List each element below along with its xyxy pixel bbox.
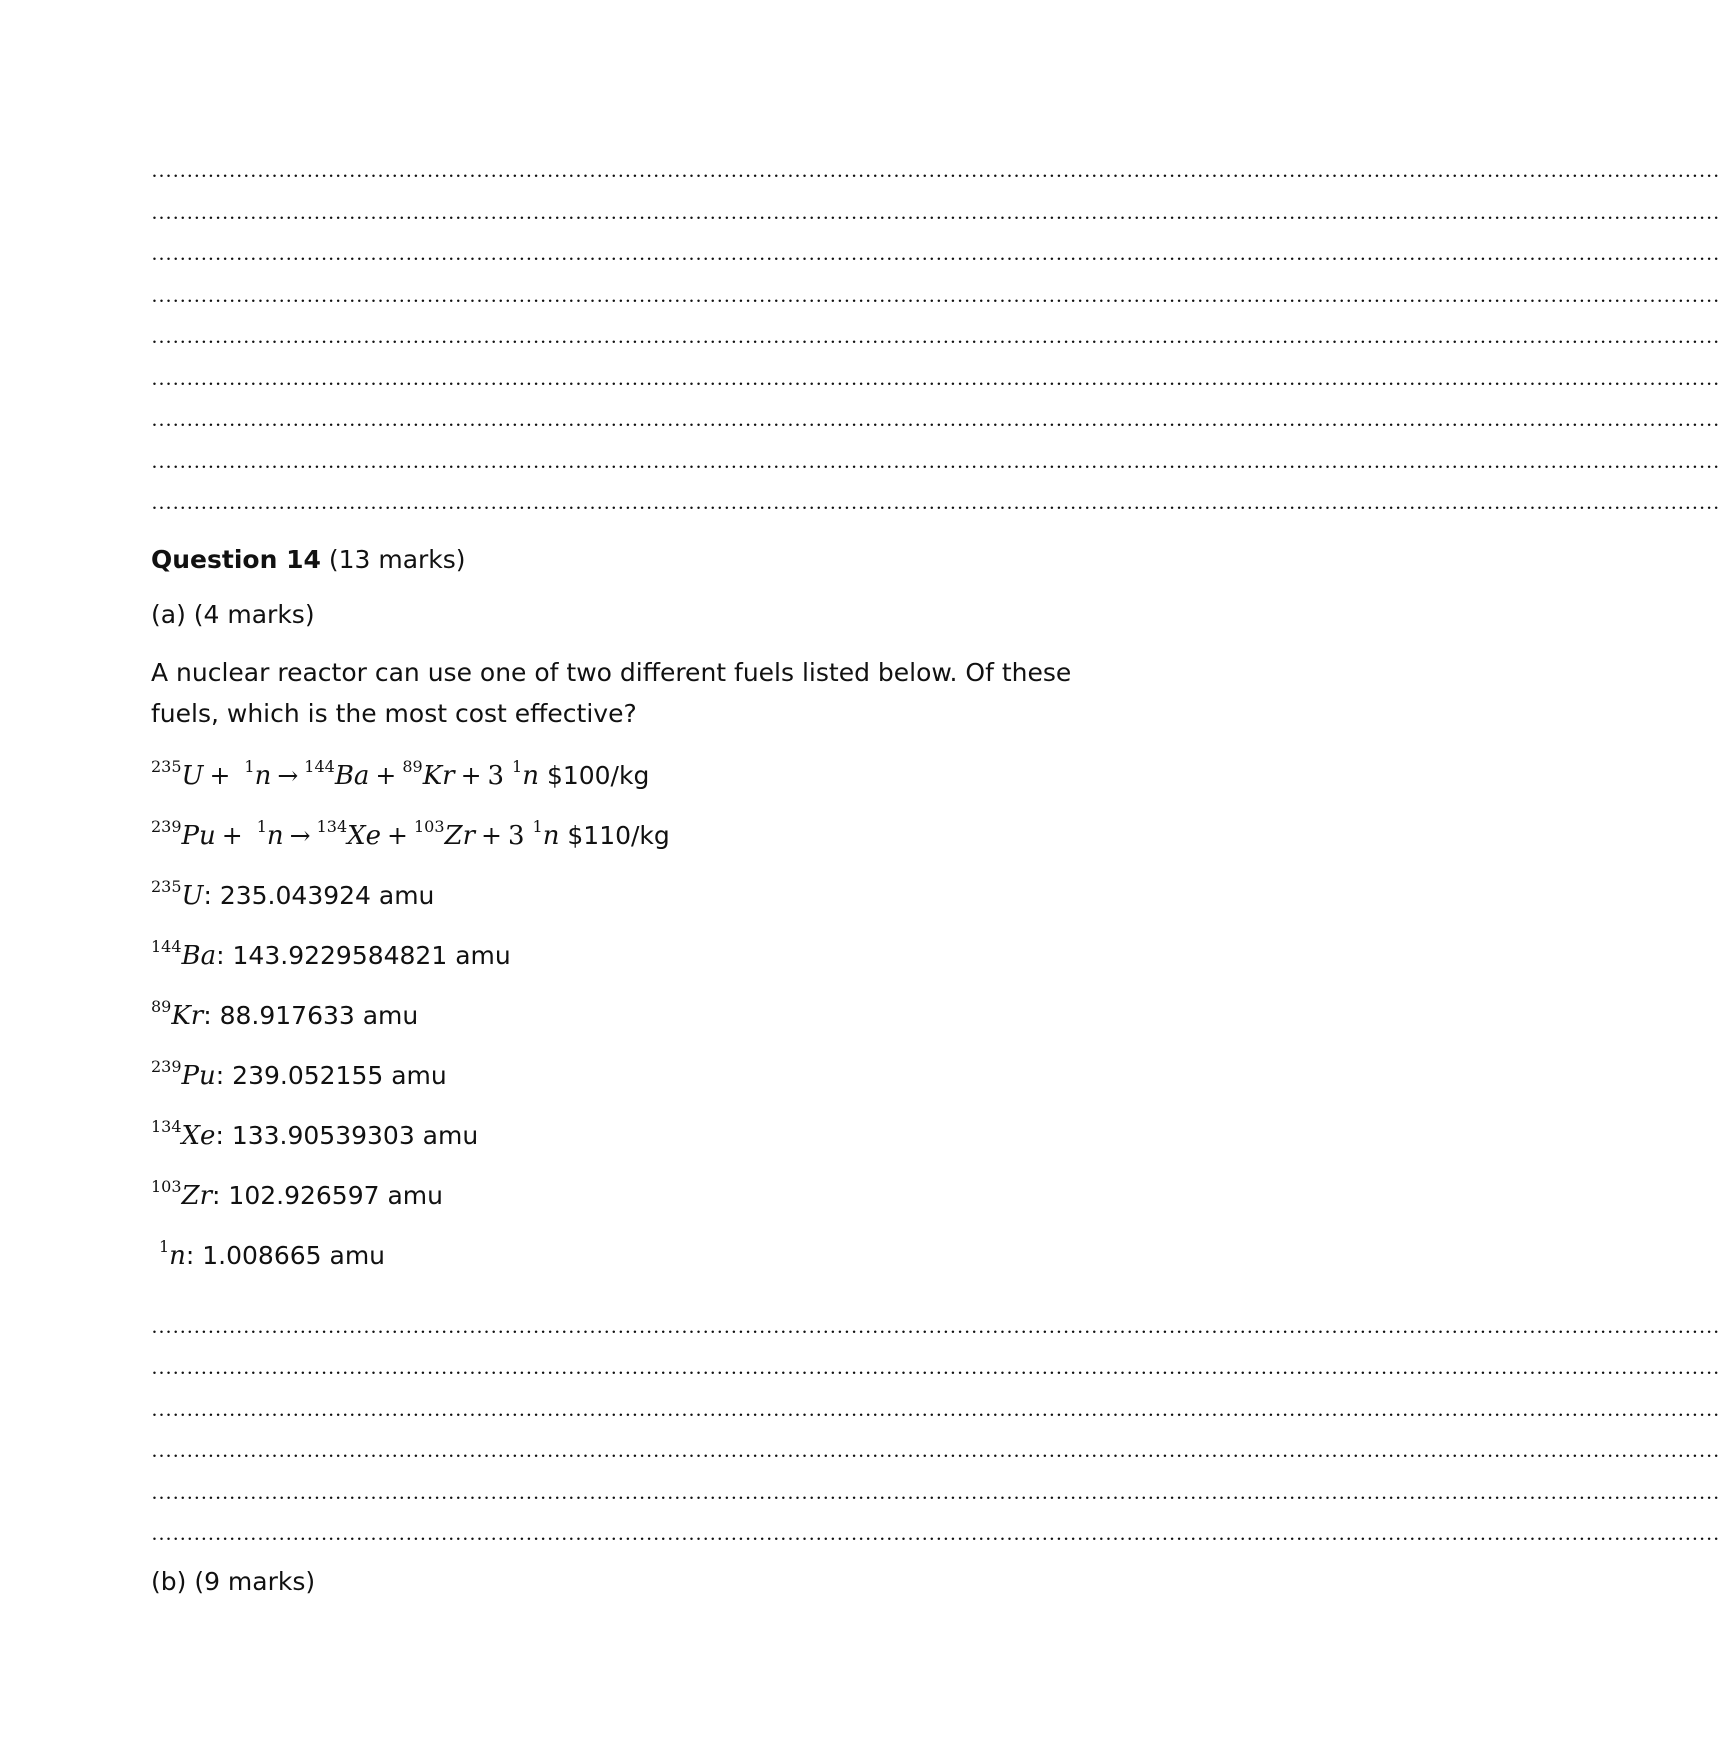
element-symbol: n [254,760,272,791]
element-symbol: Zr [444,820,476,851]
element-symbol: Xe [181,1120,216,1151]
isotope-mass-item [151,986,1091,1046]
answer-lines-top [151,150,1720,524]
isotope-mass-number: 1 [532,816,543,836]
answer-line[interactable]: …………………………………………………………………………………………………………………………………………………………………………………………………… [151,241,1720,265]
neutron-count: 3 [487,760,505,791]
isotope-mass-number: 134 [316,816,348,836]
plus-sign: + [221,820,243,850]
isotope-mass-item [151,1166,1091,1226]
arrow-icon: → [277,760,299,790]
element-symbol: n [266,820,284,851]
plus-sign: + [460,760,482,790]
question-heading [151,538,1091,582]
isotope-mass-number: 89 [402,756,423,776]
element-symbol: Zr [181,1180,213,1211]
answer-line[interactable]: …………………………………………………………………………………………………………………………………………………………………………………………………… [151,490,1720,514]
arrow-icon: → [289,820,311,850]
plus-sign: + [375,760,397,790]
element-symbol: Kr [171,1000,204,1031]
element-symbol: n [542,820,560,851]
element-symbol: n [169,1240,186,1271]
isotope-mass-number: 134 [151,1116,182,1136]
fuel-price: $110/kg [567,820,670,850]
answer-line[interactable]: …………………………………………………………………………………………………………………………………………………………………………………………………… [151,324,1720,348]
isotope-mass-value: : 239.052155 amu [215,1060,447,1090]
isotope-mass-number: 1 [512,756,523,776]
element-symbol: n [522,760,539,791]
element-symbol: Kr [422,760,455,791]
isotope-mass-item [151,1226,1091,1286]
isotope-mass-number: 1 [244,756,255,776]
plus-sign: + [481,820,502,850]
isotope-mass-item [151,1046,1091,1106]
isotope-mass-item [151,926,1091,986]
answer-line[interactable]: …………………………………………………………………………………………………………………………………………………………………………………………………… [151,158,1720,182]
answer-line[interactable]: …………………………………………………………………………………………………………………………………………………………………………………………………… [151,448,1720,473]
isotope-mass-number: 235 [151,876,182,896]
isotope-mass-item [151,866,1091,926]
element-symbol: Ba [181,940,217,971]
isotope-mass-item [151,1106,1091,1166]
isotope-mass-number: 239 [151,816,182,836]
isotope-mass-value: : 133.90539303 amu [215,1120,479,1150]
answer-lines-bottom [151,1306,1720,1555]
isotope-mass-number: 235 [151,756,182,776]
plus-sign: + [209,760,231,790]
isotope-mass-value: : 143.9229584821 amu [216,940,511,970]
neutron-count: 3 [508,820,525,851]
isotope-mass-value: : 235.043924 amu [203,880,435,910]
isotope-mass-number: 144 [151,936,182,956]
answer-line[interactable]: …………………………………………………………………………………………………………………………………………………………………………………………………… [151,199,1720,224]
isotope-mass-number: 103 [414,816,445,836]
part-a-label: (a) (4 marks) [151,599,315,629]
answer-line[interactable]: …………………………………………………………………………………………………………………………………………………………………………………………………… [151,1521,1720,1545]
element-symbol: Pu [181,1060,216,1091]
element-symbol: Xe [347,820,382,851]
answer-line[interactable]: …………………………………………………………………………………………………………………………………………………………………………………………………… [151,1355,1720,1379]
reaction-uranium [151,746,1091,806]
element-symbol: Ba [334,760,370,791]
isotope-mass-list [151,866,1091,1286]
answer-line[interactable]: …………………………………………………………………………………………………………………………………………………………………………………………………… [151,1313,1720,1338]
part-b-label: (b) (9 marks) [151,1566,316,1596]
answer-line[interactable]: …………………………………………………………………………………………………………………………………………………………………………………………………… [151,1396,1720,1421]
reaction-plutonium [151,806,1091,866]
exam-page [151,150,1720,1603]
answer-line[interactable]: …………………………………………………………………………………………………………………………………………………………………………………………………… [151,282,1720,307]
answer-line[interactable]: …………………………………………………………………………………………………………………………………………………………………………………………………… [151,365,1720,390]
element-symbol: U [181,880,204,911]
isotope-mass-value: : 1.008665 amu [185,1240,386,1270]
answer-line[interactable]: …………………………………………………………………………………………………………………………………………………………………………………………………… [151,407,1720,431]
isotope-mass-number: 103 [151,1176,182,1196]
isotope-mass-number: 239 [151,1056,182,1076]
isotope-mass-number: 1 [158,1236,170,1256]
element-symbol: U [181,760,204,791]
isotope-mass-number: 89 [151,996,172,1016]
part-a-intro: A nuclear reactor can use one of two different fuels listed below. Of these fuels, which is the most cost effective? [151,657,1072,728]
question-marks: (13 marks) [328,544,466,574]
fuel-price: $100/kg [546,760,650,790]
element-symbol: Pu [181,820,216,851]
plus-sign: + [387,820,408,850]
answer-line[interactable]: …………………………………………………………………………………………………………………………………………………………………………………………………… [151,1479,1720,1504]
isotope-mass-value: : 88.917633 amu [203,1000,419,1030]
question-title: Question 14 [151,544,321,574]
isotope-mass-number: 144 [304,756,335,776]
answer-line[interactable]: …………………………………………………………………………………………………………………………………………………………………………………………………… [151,1438,1720,1462]
isotope-mass-number: 1 [256,816,267,836]
isotope-mass-value: : 102.926597 amu [212,1180,443,1210]
